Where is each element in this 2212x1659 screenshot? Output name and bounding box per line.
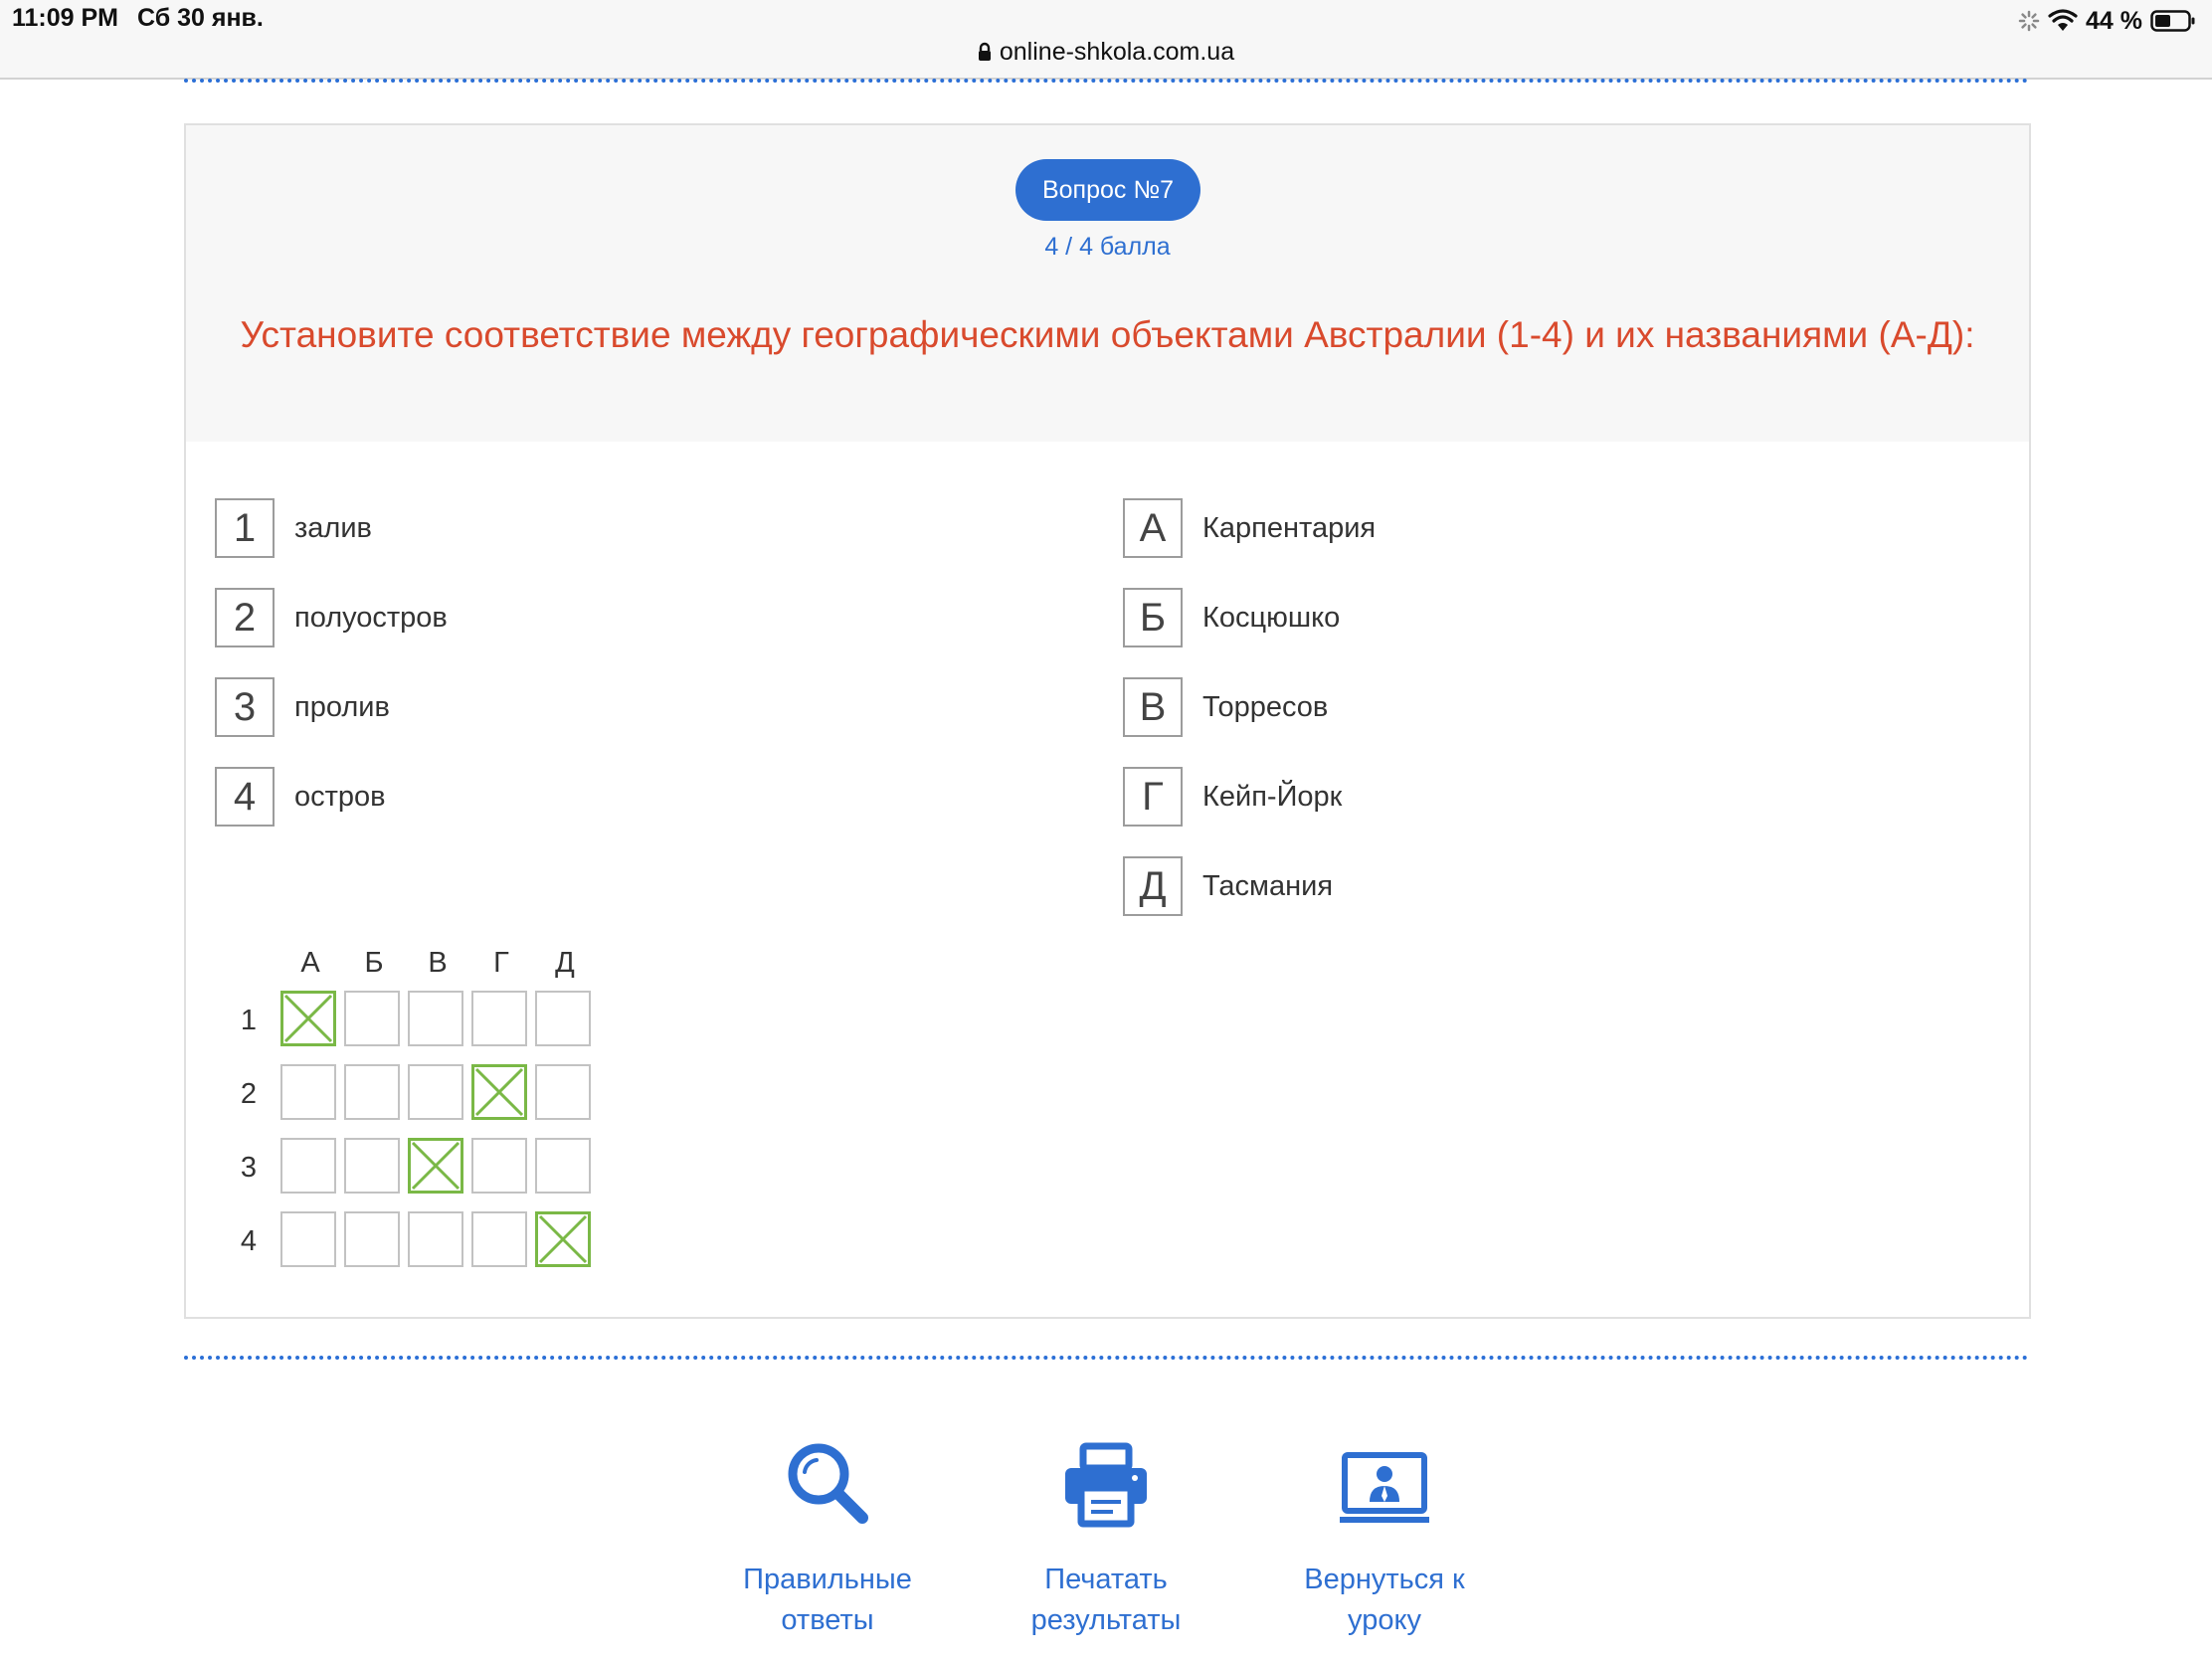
grid-column-header: Д — [555, 947, 575, 979]
left-item-key: 4 — [215, 767, 275, 827]
left-item — [215, 676, 390, 738]
right-item — [1123, 855, 1333, 917]
right-item-label: Торресов — [1202, 690, 1329, 723]
right-item-key: Г — [1123, 767, 1183, 827]
check-cross-icon — [538, 1214, 588, 1264]
grid-row-header: 4 — [240, 1225, 258, 1257]
left-item — [215, 766, 386, 828]
grid-cell — [280, 1211, 336, 1267]
grid-row-header: 3 — [240, 1152, 258, 1184]
print-results-label: Печатать результаты — [1030, 1564, 1182, 1636]
printer-icon — [1061, 1442, 1151, 1528]
top-divider — [184, 79, 2029, 83]
right-item-key: В — [1123, 677, 1183, 737]
right-item — [1123, 587, 1340, 648]
left-item-key: 1 — [215, 498, 275, 558]
status-date: Сб 30 янв. — [137, 4, 264, 32]
grid-cell — [535, 1138, 591, 1194]
address-bar[interactable] — [0, 38, 2212, 67]
right-item-key: А — [1123, 498, 1183, 558]
grid-cell — [535, 991, 591, 1046]
status-right — [2018, 4, 2196, 38]
battery-icon — [2150, 9, 2196, 33]
grid-row-header: 1 — [240, 1005, 258, 1036]
right-item-label: Карпентария — [1202, 511, 1377, 544]
left-item-label: залив — [294, 511, 372, 544]
grid-row-header: 2 — [240, 1078, 258, 1110]
grid-column-header: В — [428, 947, 448, 979]
question-header — [186, 125, 2029, 442]
left-item-key: 2 — [215, 588, 275, 647]
question-number-badge: Вопрос №7 — [1015, 159, 1200, 221]
right-item-label: Кейп-Йорк — [1202, 780, 1343, 813]
grid-cell-correct — [408, 1138, 463, 1194]
battery-percent: 44 % — [2086, 6, 2142, 35]
left-item-label: пролив — [294, 690, 390, 723]
lesson-monitor-icon — [1340, 1450, 1429, 1528]
grid-cell — [408, 991, 463, 1046]
grid-column-header: Б — [364, 947, 384, 979]
status-time: 11:09 PM — [12, 4, 119, 32]
grid-column-header: Г — [493, 947, 509, 979]
right-item — [1123, 766, 1342, 828]
correct-answers-label: Правильные ответы — [743, 1564, 912, 1636]
grid-cell-correct — [471, 1064, 527, 1120]
left-item — [215, 587, 448, 648]
check-cross-icon — [283, 994, 333, 1043]
check-cross-icon — [474, 1067, 524, 1117]
grid-cell — [344, 1211, 400, 1267]
grid-cell — [408, 1211, 463, 1267]
magnifier-icon — [783, 1438, 872, 1528]
bottom-divider — [184, 1356, 2029, 1360]
grid-cell — [471, 1211, 527, 1267]
right-item-label: Тасмания — [1202, 869, 1334, 902]
right-item — [1123, 497, 1376, 559]
grid-cell — [471, 1138, 527, 1194]
back-to-lesson-button[interactable] — [1265, 1432, 1504, 1641]
left-item — [215, 497, 372, 559]
lock-icon — [978, 42, 992, 62]
grid-cell — [535, 1064, 591, 1120]
grid-cell — [344, 1064, 400, 1120]
question-text: Установите соответствие между географическими объектами Австралии (1-4) и их названиями (А-Д): — [240, 314, 1975, 355]
right-item — [1123, 676, 1328, 738]
question-score: 4 / 4 балла — [1044, 233, 1171, 261]
grid-cell — [344, 991, 400, 1046]
address-url: online-shkola.com.ua — [999, 38, 1235, 66]
grid-cell — [280, 1138, 336, 1194]
right-item-label: Косцюшко — [1202, 601, 1341, 634]
left-item-key: 3 — [215, 677, 275, 737]
grid-cell — [471, 991, 527, 1046]
grid-cell-correct — [280, 991, 336, 1046]
left-item-label: остров — [294, 780, 386, 813]
grid-cell — [280, 1064, 336, 1120]
right-item-key: Д — [1123, 856, 1183, 916]
wifi-icon — [2048, 9, 2078, 33]
left-item-label: полуостров — [294, 601, 448, 634]
back-to-lesson-label: Вернуться к уроку — [1304, 1564, 1465, 1636]
activity-spinner-icon — [2018, 10, 2040, 32]
print-results-button[interactable] — [987, 1432, 1225, 1641]
correct-answers-button[interactable] — [708, 1432, 947, 1641]
grid-column-header: А — [300, 947, 320, 979]
right-item-key: Б — [1123, 588, 1183, 647]
grid-cell-correct — [535, 1211, 591, 1267]
grid-cell — [344, 1138, 400, 1194]
grid-cell — [408, 1064, 463, 1120]
browser-status-bar — [0, 0, 2212, 80]
check-cross-icon — [411, 1141, 461, 1191]
